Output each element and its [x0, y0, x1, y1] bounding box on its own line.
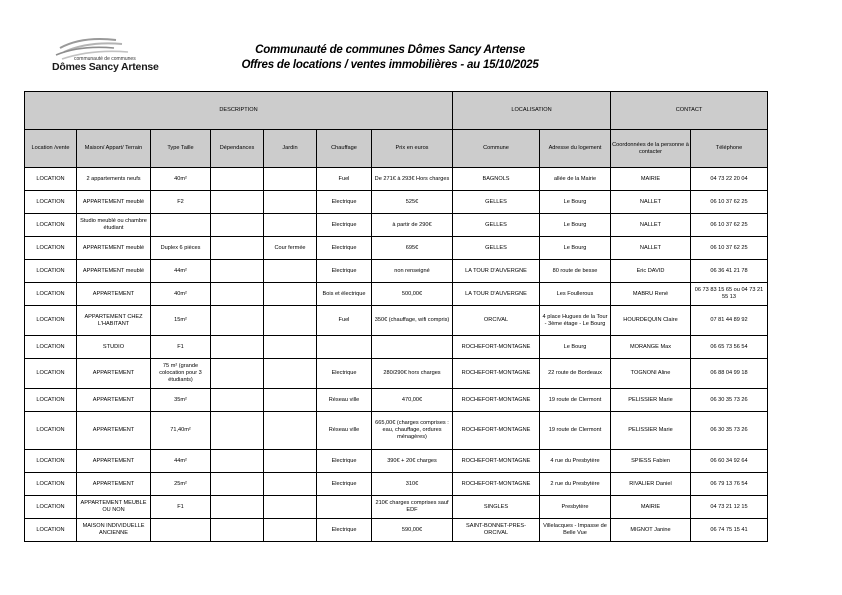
table-cell [211, 237, 264, 260]
table-cell: TOGNONI Aline [611, 359, 691, 389]
table-cell: Bois et électrique [317, 283, 372, 306]
table-cell: SAINT-BONNET-PRES-ORCIVAL [453, 519, 540, 542]
table-cell: LOCATION [25, 191, 77, 214]
table-cell: Le Bourg [540, 214, 611, 237]
table-cell: MORANGE Max [611, 336, 691, 359]
table-cell: 15m² [151, 306, 211, 336]
table-cell: 06 88 04 99 18 [691, 359, 768, 389]
table-cell: Presbytère [540, 496, 611, 519]
table-row [25, 336, 768, 359]
table-cell: 06 60 34 92 64 [691, 450, 768, 473]
col-header: Téléphone [691, 130, 768, 168]
table-cell: APPARTEMENT [77, 359, 151, 389]
logo-name: Dômes Sancy Artense [52, 61, 159, 73]
table-cell [264, 359, 317, 389]
table-row [25, 450, 768, 473]
table-cell: 22 route de Bordeaux [540, 359, 611, 389]
table-cell [264, 519, 317, 542]
col-header: Type Taille [151, 130, 211, 168]
table-cell: ORCIVAL [453, 306, 540, 336]
table-cell: NALLET [611, 214, 691, 237]
table-cell: Studio meublé ou chambre étudiant [77, 214, 151, 237]
table-cell: MIGNOT Janine [611, 519, 691, 542]
table-cell: Le Bourg [540, 336, 611, 359]
table-cell: 06 10 37 62 25 [691, 214, 768, 237]
table-row [25, 359, 768, 389]
table-cell: APPARTEMENT meublé [77, 191, 151, 214]
col-header: Coordonnées de la personne à contacter [611, 130, 691, 168]
table-cell: PELISSIER Marie [611, 389, 691, 412]
table-cell: APPARTEMENT [77, 412, 151, 450]
table-cell [264, 450, 317, 473]
table-cell: APPARTEMENT meublé [77, 237, 151, 260]
table-cell: GELLES [453, 191, 540, 214]
table-cell [211, 168, 264, 191]
table-cell: Réseau ville [317, 412, 372, 450]
table-cell: MAIRIE [611, 168, 691, 191]
table-cell [151, 214, 211, 237]
table-cell [264, 283, 317, 306]
table-cell: 40m² [151, 283, 211, 306]
table-cell: LOCATION [25, 496, 77, 519]
table-cell: 06 74 75 15 41 [691, 519, 768, 542]
page-title: Communauté de communes Dômes Sancy Artense [255, 44, 525, 56]
table-cell: APPARTEMENT meublé [77, 260, 151, 283]
section-header-row [25, 92, 768, 130]
table-cell [264, 214, 317, 237]
table-cell: 695€ [372, 237, 453, 260]
table-cell [264, 306, 317, 336]
table-cell: APPARTEMENT [77, 450, 151, 473]
table-cell [264, 496, 317, 519]
section-localisation: LOCALISATION [453, 92, 611, 130]
table-cell: STUDIO [77, 336, 151, 359]
table-row [25, 237, 768, 260]
table-cell: Electrique [317, 237, 372, 260]
col-header: Adresse du logement [540, 130, 611, 168]
table-cell [372, 336, 453, 359]
table-cell: 06 10 37 62 25 [691, 191, 768, 214]
table-cell: LOCATION [25, 389, 77, 412]
table-cell: Electrique [317, 359, 372, 389]
table-cell [211, 473, 264, 496]
table-cell: GELLES [453, 214, 540, 237]
table-cell: 44m² [151, 450, 211, 473]
table-cell [211, 496, 264, 519]
table-cell: MAISON INDIVIDUELLE ANCIENNE [77, 519, 151, 542]
table-cell: 470,00€ [372, 389, 453, 412]
table-cell [211, 336, 264, 359]
table-cell: 390€ + 20€ charges [372, 450, 453, 473]
table-cell [264, 191, 317, 214]
table-cell: ROCHEFORT-MONTAGNE [453, 473, 540, 496]
table-cell [264, 389, 317, 412]
col-header: Jardin [264, 130, 317, 168]
table-cell: MABRU René [611, 283, 691, 306]
table-cell: ROCHEFORT-MONTAGNE [453, 359, 540, 389]
table-cell [151, 519, 211, 542]
table-cell: 06 79 13 76 54 [691, 473, 768, 496]
table-cell: 4 place Hugues de la Tour - 3ème étage - Le Bourg [540, 306, 611, 336]
table-cell: Le Bourg [540, 191, 611, 214]
table-cell [211, 306, 264, 336]
table-cell: Cour fermée [264, 237, 317, 260]
table-cell: LOCATION [25, 306, 77, 336]
table-cell: 4 rue du Presbytère [540, 450, 611, 473]
table-row [25, 412, 768, 450]
col-header: Prix en euros [372, 130, 453, 168]
table-cell: APPARTEMENT [77, 389, 151, 412]
table-cell [317, 496, 372, 519]
table-cell: APPARTEMENT MEUBLE OU NON [77, 496, 151, 519]
table-cell: 06 73 83 15 65 ou 04 73 21 55 13 [691, 283, 768, 306]
table-cell: ROCHEFORT-MONTAGNE [453, 450, 540, 473]
table-row [25, 214, 768, 237]
table-cell: 2 appartements neufs [77, 168, 151, 191]
offers-table [24, 91, 768, 542]
table-cell: SPIESS Fabien [611, 450, 691, 473]
table-cell: LOCATION [25, 473, 77, 496]
table-row [25, 260, 768, 283]
table-cell: APPARTEMENT [77, 283, 151, 306]
table-cell: BAGNOLS [453, 168, 540, 191]
table-cell: GELLES [453, 237, 540, 260]
table-cell: LOCATION [25, 237, 77, 260]
page-subtitle: Offres de locations / ventes immobilières - au 15/10/2025 [241, 59, 539, 71]
logo [52, 32, 164, 78]
table-cell: Electrique [317, 214, 372, 237]
table-row [25, 283, 768, 306]
col-header: Maison/ Appart/ Terrain [77, 130, 151, 168]
table-cell: 80 route de besse [540, 260, 611, 283]
table-cell: 71,40m² [151, 412, 211, 450]
table-cell: LOCATION [25, 336, 77, 359]
table-row [25, 191, 768, 214]
table-row [25, 306, 768, 336]
table-cell [211, 359, 264, 389]
table-row [25, 473, 768, 496]
col-header: Dépendances [211, 130, 264, 168]
table-cell: 44m² [151, 260, 211, 283]
table-cell: allée de la Mairie [540, 168, 611, 191]
table-cell: Fuel [317, 168, 372, 191]
table-cell: LOCATION [25, 450, 77, 473]
table-cell: 35m² [151, 389, 211, 412]
table-cell: F2 [151, 191, 211, 214]
table-row [25, 389, 768, 412]
table-cell: 19 route de Clermont [540, 389, 611, 412]
table-cell: Duplex 6 pièces [151, 237, 211, 260]
table-cell: 06 30 35 73 26 [691, 412, 768, 450]
table-cell [317, 336, 372, 359]
table-cell: ROCHEFORT-MONTAGNE [453, 336, 540, 359]
table-cell: LA TOUR D'AUVERGNE [453, 260, 540, 283]
table-cell: F1 [151, 496, 211, 519]
table-cell: 75 m² (grande colocation pour 3 étudiants) [151, 359, 211, 389]
table-cell: LOCATION [25, 260, 77, 283]
table-cell: 590,00€ [372, 519, 453, 542]
table-cell: NALLET [611, 191, 691, 214]
logo-subtitle: communauté de communes [74, 56, 136, 62]
col-header: Chauffage [317, 130, 372, 168]
col-header: Location /vente [25, 130, 77, 168]
table-cell: 500,00€ [372, 283, 453, 306]
table-cell: RIVALIER Daniel [611, 473, 691, 496]
table-cell: SINGLES [453, 496, 540, 519]
table-cell: Electrique [317, 450, 372, 473]
table-cell: 280/290€ hors charges [372, 359, 453, 389]
table-cell: LOCATION [25, 359, 77, 389]
table-cell: 25m² [151, 473, 211, 496]
table-cell: 665,00€ (charges comprises : eau, chauffage, ordures ménagères) [372, 412, 453, 450]
table-cell [211, 214, 264, 237]
table-row [25, 496, 768, 519]
table-cell: De 271€ à 293€ Hors charges [372, 168, 453, 191]
table-cell: APPARTEMENT [77, 473, 151, 496]
table-cell: LOCATION [25, 412, 77, 450]
section-contact: CONTACT [611, 92, 768, 130]
table-cell: Electrique [317, 260, 372, 283]
table-cell [211, 412, 264, 450]
table-cell: 06 30 35 73 26 [691, 389, 768, 412]
table-cell: Fuel [317, 306, 372, 336]
table-cell: 525€ [372, 191, 453, 214]
column-header-row [25, 130, 768, 168]
table-cell: LOCATION [25, 214, 77, 237]
table-cell: F1 [151, 336, 211, 359]
table-cell: LOCATION [25, 168, 77, 191]
table-cell: 40m² [151, 168, 211, 191]
table-cell: Electrique [317, 519, 372, 542]
table-cell: Electrique [317, 191, 372, 214]
table-cell: 06 36 41 21 78 [691, 260, 768, 283]
table-cell: 06 10 37 62 25 [691, 237, 768, 260]
table-cell: Le Bourg [540, 237, 611, 260]
table-cell [264, 473, 317, 496]
table-cell [211, 260, 264, 283]
table-cell: 350€ (chauffage, wifi compris) [372, 306, 453, 336]
table-cell [211, 519, 264, 542]
table-cell: non renseigné [372, 260, 453, 283]
table-cell: 2 rue du Presbytère [540, 473, 611, 496]
table-cell: 04 73 22 20 04 [691, 168, 768, 191]
table-cell [211, 450, 264, 473]
section-description: DESCRIPTION [25, 92, 453, 130]
table-cell: 04 73 21 12 15 [691, 496, 768, 519]
table-cell: 19 route de Clermont [540, 412, 611, 450]
table-cell: Electrique [317, 473, 372, 496]
table-cell: LOCATION [25, 283, 77, 306]
table-cell: PELISSIER Marie [611, 412, 691, 450]
table-row [25, 519, 768, 542]
table-cell: MAIRIE [611, 496, 691, 519]
table-cell: 07 81 44 89 92 [691, 306, 768, 336]
col-header: Commune [453, 130, 540, 168]
table-row [25, 168, 768, 191]
table-cell: Les Foullerous [540, 283, 611, 306]
table-cell [264, 168, 317, 191]
table-cell: Villelacques - Impasse de Belle Vue [540, 519, 611, 542]
table-cell: 310€ [372, 473, 453, 496]
table-cell: à partir de 290€ [372, 214, 453, 237]
table-cell: Eric DAVID [611, 260, 691, 283]
table-cell [264, 336, 317, 359]
table-cell: Réseau ville [317, 389, 372, 412]
table-cell: 06 65 73 56 54 [691, 336, 768, 359]
table-cell [211, 283, 264, 306]
table-cell: LA TOUR D'AUVERGNE [453, 283, 540, 306]
table-cell: HOURDEQUIN Claire [611, 306, 691, 336]
table-cell [264, 412, 317, 450]
table-cell [211, 389, 264, 412]
table-cell: ROCHEFORT-MONTAGNE [453, 389, 540, 412]
table-cell [211, 191, 264, 214]
table-cell [264, 260, 317, 283]
table-cell: APPARTEMENT CHEZ L'HABITANT [77, 306, 151, 336]
table-cell: 210€ charges comprises sauf EDF [372, 496, 453, 519]
table-cell: NALLET [611, 237, 691, 260]
table-cell: LOCATION [25, 519, 77, 542]
table-cell: ROCHEFORT-MONTAGNE [453, 412, 540, 450]
